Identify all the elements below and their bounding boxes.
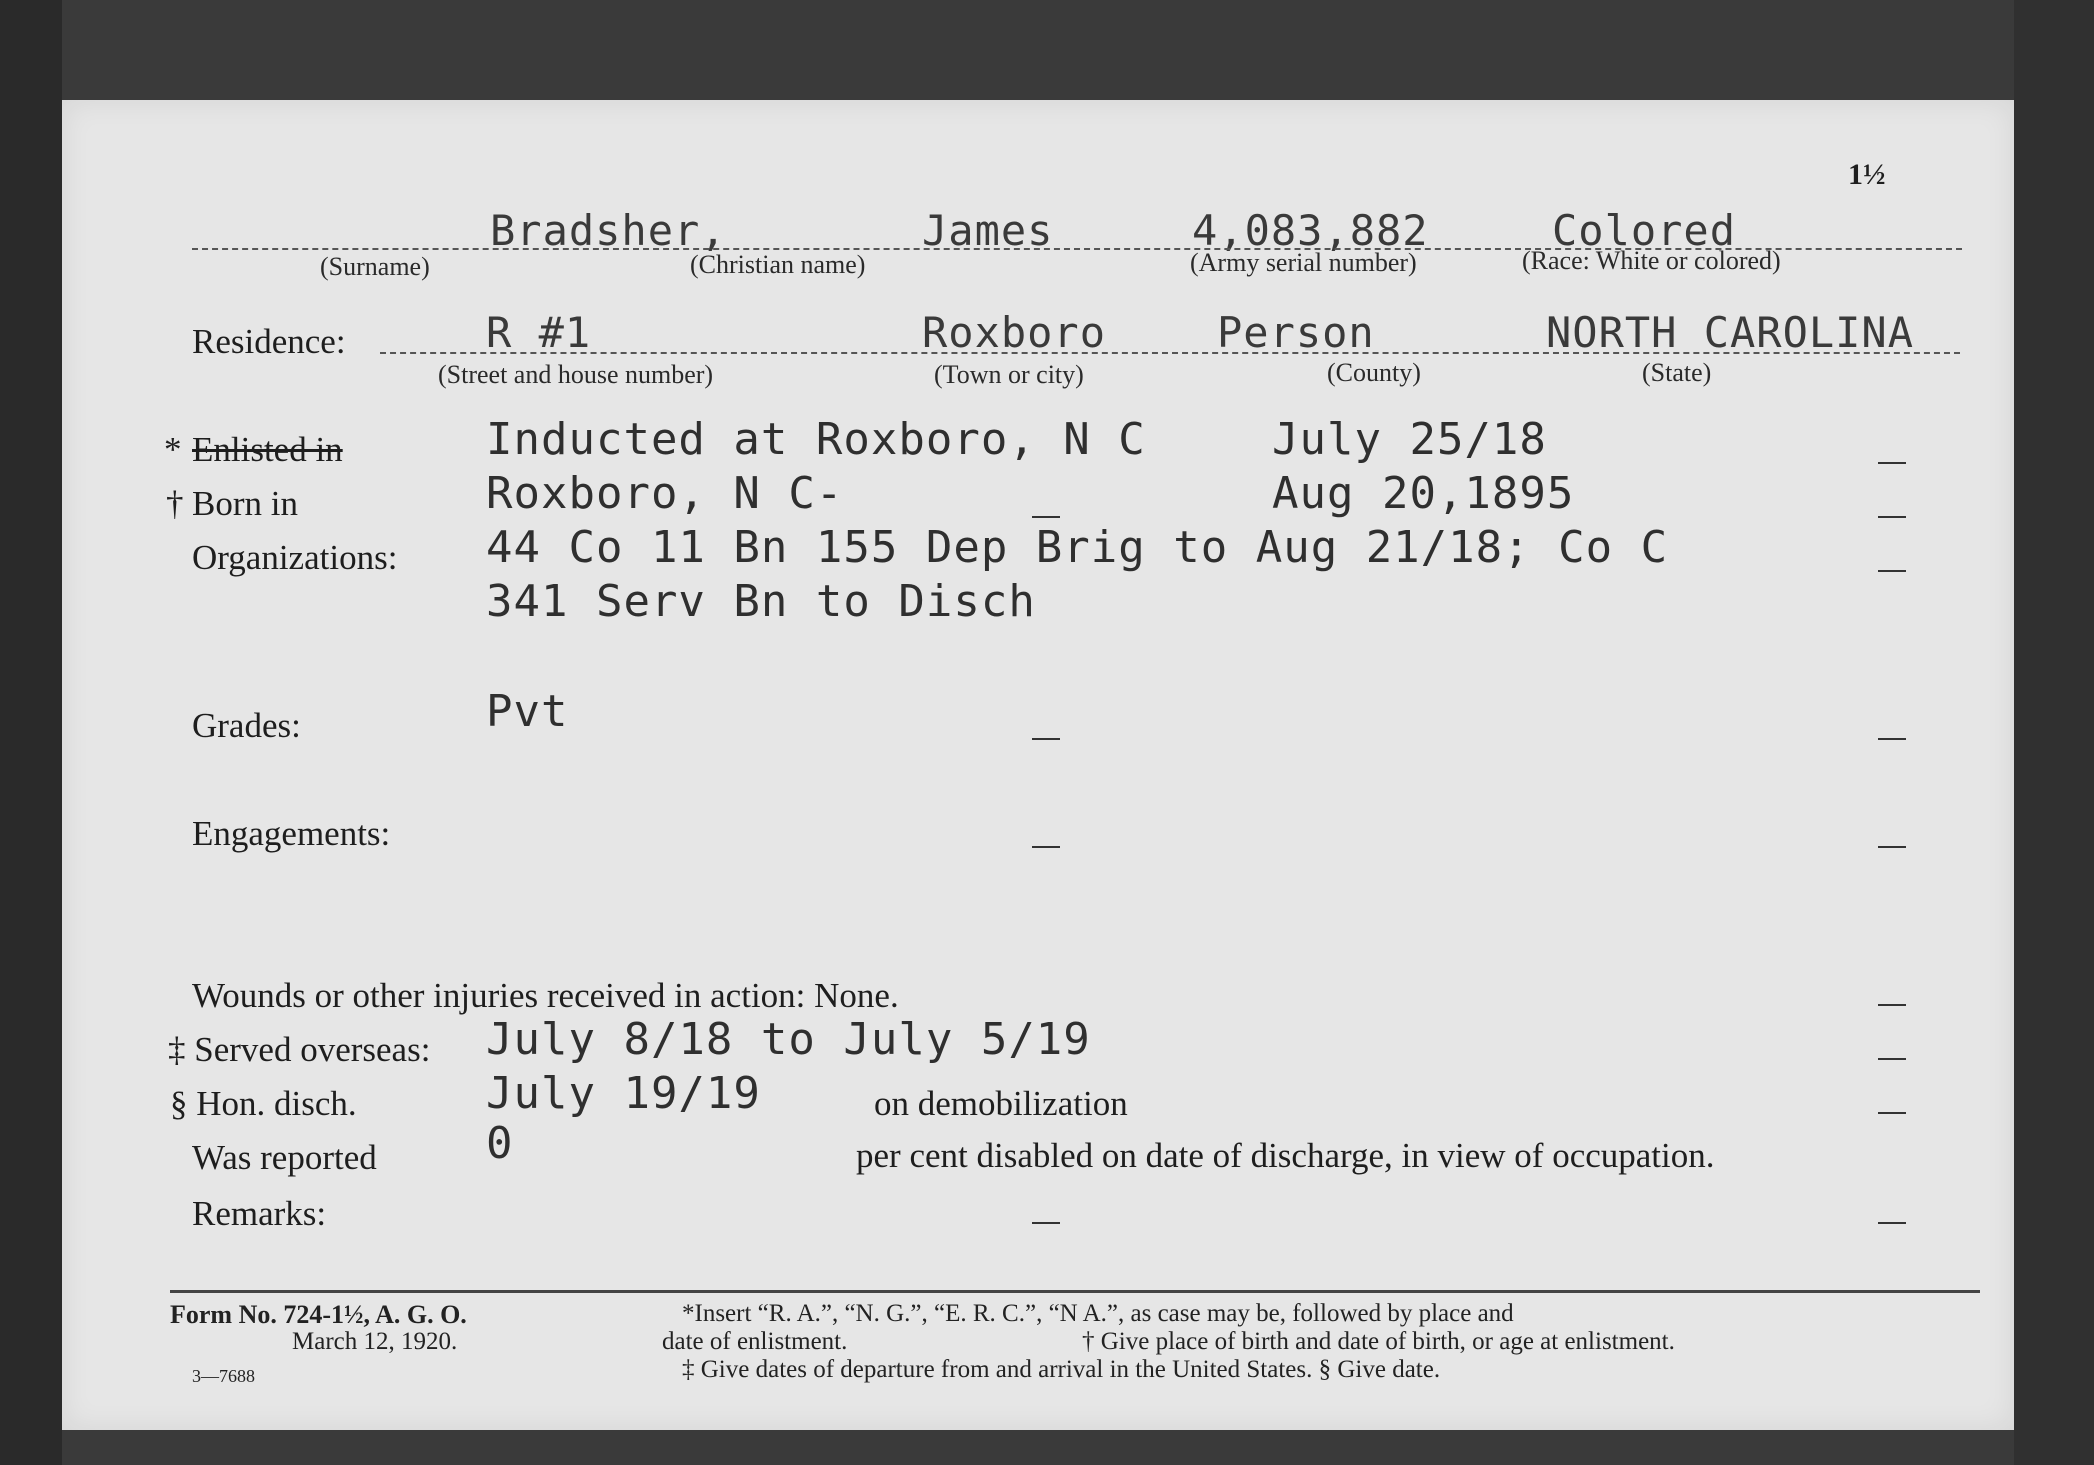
surname-caption: (Surname) — [320, 252, 430, 281]
county-caption: (County) — [1327, 358, 1421, 387]
serial-number-value: 4,083,882 — [1192, 206, 1429, 255]
footnote-line-3: ‡ Give dates of departure from and arrival in the United States. § Give date. — [682, 1356, 1441, 1383]
print-code: 3—7688 — [192, 1366, 255, 1386]
christian-name-caption: (Christian name) — [690, 250, 866, 279]
wounds-label: Wounds or other injuries received in action: None. — [192, 976, 899, 1015]
hon-disch-label: § Hon. disch. — [170, 1084, 357, 1123]
grades-label: Grades: — [192, 706, 301, 745]
born-marker: † — [166, 484, 184, 523]
born-label: Born in — [192, 484, 298, 523]
born-place-value: Roxboro, N C- — [486, 468, 844, 519]
surname-value: Bradsher, — [490, 206, 727, 255]
engagements-label: Engagements: — [192, 814, 391, 853]
on-demobilization-label: on demobilization — [874, 1084, 1128, 1123]
was-reported-label: Was reported — [192, 1138, 377, 1177]
hon-disch-value: July 19/19 — [486, 1068, 761, 1119]
street-value: R #1 — [486, 308, 592, 357]
remarks-tick-mid — [1032, 1222, 1060, 1224]
state-caption: (State) — [1642, 358, 1712, 387]
engagements-tick-mid — [1032, 846, 1060, 848]
born-date-value: Aug 20,1895 — [1272, 468, 1575, 519]
form-date: March 12, 1920. — [292, 1328, 458, 1355]
service-record-card — [62, 100, 2014, 1430]
overseas-tick-right — [1878, 1058, 1906, 1060]
form-number: Form No. 724-1½, A. G. O. — [170, 1300, 467, 1329]
born-tick-mid — [1032, 516, 1060, 518]
hon-disch-tick-right — [1878, 1112, 1906, 1114]
race-value: Colored — [1552, 206, 1737, 255]
wounds-tick-right — [1878, 1004, 1906, 1006]
footnote-line-2b: † Give place of birth and date of birth, or age at enlistment. — [1082, 1328, 1675, 1355]
disabled-percent-value: 0 — [486, 1118, 514, 1169]
christian-name-value: James — [922, 206, 1054, 255]
page-number: 1½ — [1848, 158, 1886, 191]
enlisted-label: Enlisted in — [192, 430, 343, 469]
remarks-label: Remarks: — [192, 1194, 327, 1233]
organizations-label: Organizations: — [192, 538, 398, 577]
scan-border-left — [0, 0, 62, 1465]
county-value: Person — [1217, 308, 1375, 357]
street-caption: (Street and house number) — [438, 360, 714, 389]
inducted-value: Inducted at Roxboro, N C — [486, 414, 1146, 465]
overseas-value: July 8/18 to July 5/19 — [486, 1014, 1091, 1065]
grades-tick-mid — [1032, 738, 1060, 740]
footnote-line-1: *Insert “R. A.”, “N. G.”, “E. R. C.”, “N A.”, as case may be, followed by place and — [682, 1300, 1514, 1327]
residence-label: Residence: — [192, 322, 346, 361]
enlisted-tick-right — [1878, 462, 1906, 464]
scan-border-right — [2014, 0, 2094, 1465]
grades-tick-right — [1878, 738, 1906, 740]
per-cent-disabled-label: per cent disabled on date of discharge, in view of occupation. — [856, 1136, 1715, 1175]
grade-value: Pvt — [486, 686, 569, 737]
residence-line — [380, 352, 1960, 354]
footer-rule — [170, 1290, 1980, 1293]
footnote-line-2a: date of enlistment. — [662, 1328, 848, 1355]
organizations-line-2: 341 Serv Bn to Disch — [486, 576, 1036, 627]
town-caption: (Town or city) — [934, 360, 1084, 389]
serial-number-caption: (Army serial number) — [1190, 248, 1417, 277]
born-tick-right — [1878, 516, 1906, 518]
town-value: Roxboro — [922, 308, 1107, 357]
engagements-tick-right — [1878, 846, 1906, 848]
organizations-tick-right — [1878, 570, 1906, 572]
inducted-date-value: July 25/18 — [1272, 414, 1547, 465]
state-value: NORTH CAROLINA — [1546, 308, 1915, 357]
organizations-line-1: 44 Co 11 Bn 155 Dep Brig to Aug 21/18; Co C — [486, 522, 1669, 573]
enlisted-marker: * — [164, 430, 182, 469]
race-caption: (Race: White or colored) — [1522, 246, 1781, 275]
overseas-label: ‡ Served overseas: — [168, 1030, 431, 1069]
remarks-tick-right — [1878, 1222, 1906, 1224]
